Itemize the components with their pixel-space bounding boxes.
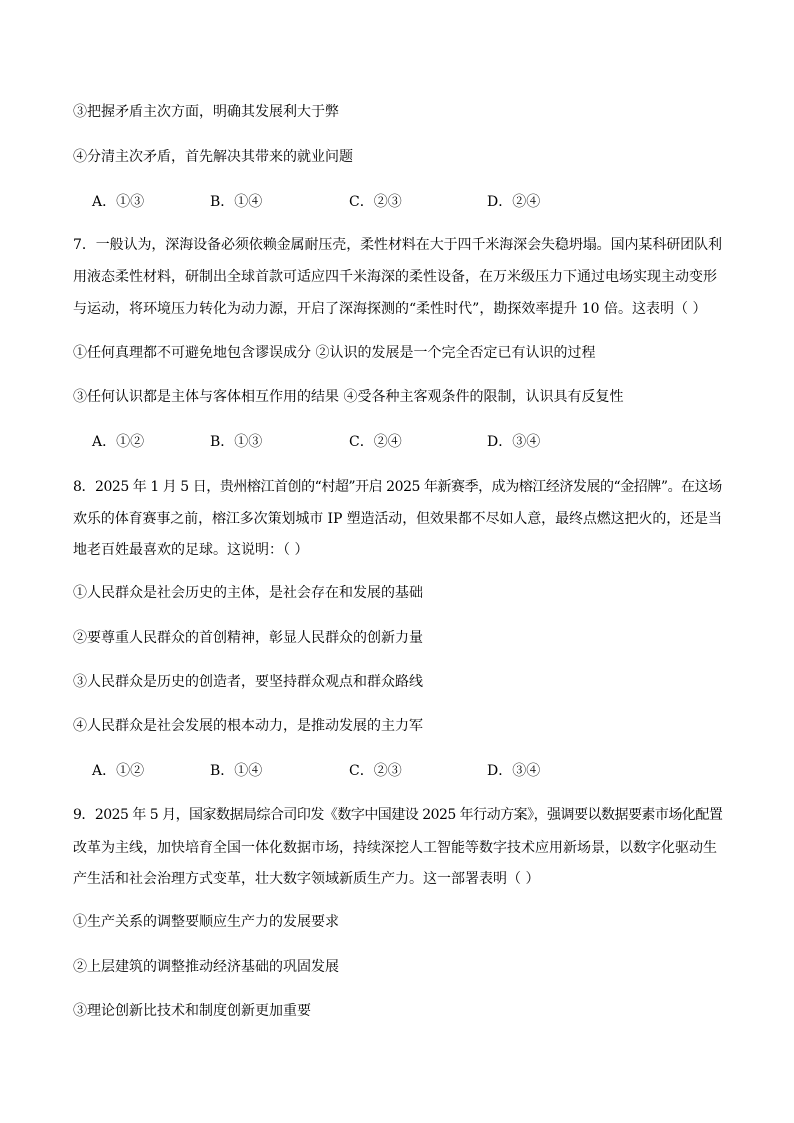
q8-option-b[interactable]: B．①④ xyxy=(210,763,263,779)
q7-stem-line-3: 与运动，将环境压力转化为动力源，开启了深海探测的“柔性时代”，勘探效率提升 10 倍。这表明（ ） xyxy=(73,301,707,317)
q8-item-4: ④人民群众是社会发展的根本动力，是推动发展的主力军 xyxy=(73,718,423,734)
q8-stem-line-1: 8．2025 年 1 月 5 日，贵州榕江首创的“村超”开启 2025 年新赛季，成为榕江经济发展的“金招牌”。在这场 xyxy=(73,479,722,495)
q7-stem-line-1: 7．一般认为，深海设备必须依赖金属耐压壳，柔性材料在大于四千米海深会失稳坍塌。国内某科研团队利 xyxy=(73,237,722,253)
q9-stem-line-1: 9．2025 年 5 月，国家数据局综合司印发《数字中国建设 2025 年行动方案》，强调要以数据要素市场化配置 xyxy=(73,807,723,823)
q9-item-3: ③理论创新比技术和制度创新更加重要 xyxy=(73,1003,311,1019)
q8-option-a[interactable]: A．①② xyxy=(92,763,145,779)
q6-item-4: ④分清主次矛盾，首先解决其带来的就业问题 xyxy=(73,149,353,165)
q8-stem-line-2: 欢乐的体育赛事之前，榕江多次策划城市 IP 塑造活动，但效果都不尽如人意，最终点燃这把火的，还是当 xyxy=(73,511,722,527)
q8-item-1: ①人民群众是社会历史的主体，是社会存在和发展的基础 xyxy=(73,585,423,601)
q7-statements-row-1: ①任何真理都不可避免地包含谬误成分 ②认识的发展是一个完全否定已有认识的过程 xyxy=(73,345,596,361)
q7-option-b[interactable]: B．①③ xyxy=(210,434,263,450)
q8-option-c[interactable]: C．②③ xyxy=(349,763,402,779)
q7-option-d[interactable]: D．③④ xyxy=(487,434,541,450)
q8-stem-line-3: 地老百姓最喜欢的足球。这说明：（ ） xyxy=(73,542,309,558)
q6-option-b[interactable]: B．①④ xyxy=(210,194,263,210)
q9-item-1: ①生产关系的调整要顺应生产力的发展要求 xyxy=(73,914,339,930)
q6-option-a[interactable]: A．①③ xyxy=(92,194,145,210)
q7-option-a[interactable]: A．①② xyxy=(92,434,145,450)
q8-option-d[interactable]: D．③④ xyxy=(487,763,541,779)
q8-item-3: ③人民群众是历史的创造者，要坚持群众观点和群众路线 xyxy=(73,674,423,690)
q6-item-3: ③把握矛盾主次方面，明确其发展利大于弊 xyxy=(73,104,339,120)
q6-option-c[interactable]: C．②③ xyxy=(349,194,402,210)
q9-stem-line-2: 改革为主线，加快培育全国一体化数据市场，持续深挖人工智能等数字技术应用新场景，以数字化驱动生 xyxy=(73,840,717,856)
q7-stem-line-2: 用液态柔性材料，研制出全球首款可适应四千米海深的柔性设备，在万米级压力下通过电场实现主动变形 xyxy=(73,269,717,285)
q7-option-c[interactable]: C．②④ xyxy=(349,434,402,450)
q9-stem-line-3: 产生活和社会治理方式变革，壮大数字领域新质生产力。这一部署表明（ ） xyxy=(73,871,540,887)
q8-item-2: ②要尊重人民群众的首创精神，彰显人民群众的创新力量 xyxy=(73,630,423,646)
q7-statements-row-2: ③任何认识都是主体与客体相互作用的结果 ④受各种主客观条件的限制，认识具有反复性 xyxy=(73,389,624,405)
q9-item-2: ②上层建筑的调整推动经济基础的巩固发展 xyxy=(73,959,339,975)
q6-option-d[interactable]: D．②④ xyxy=(487,194,541,210)
